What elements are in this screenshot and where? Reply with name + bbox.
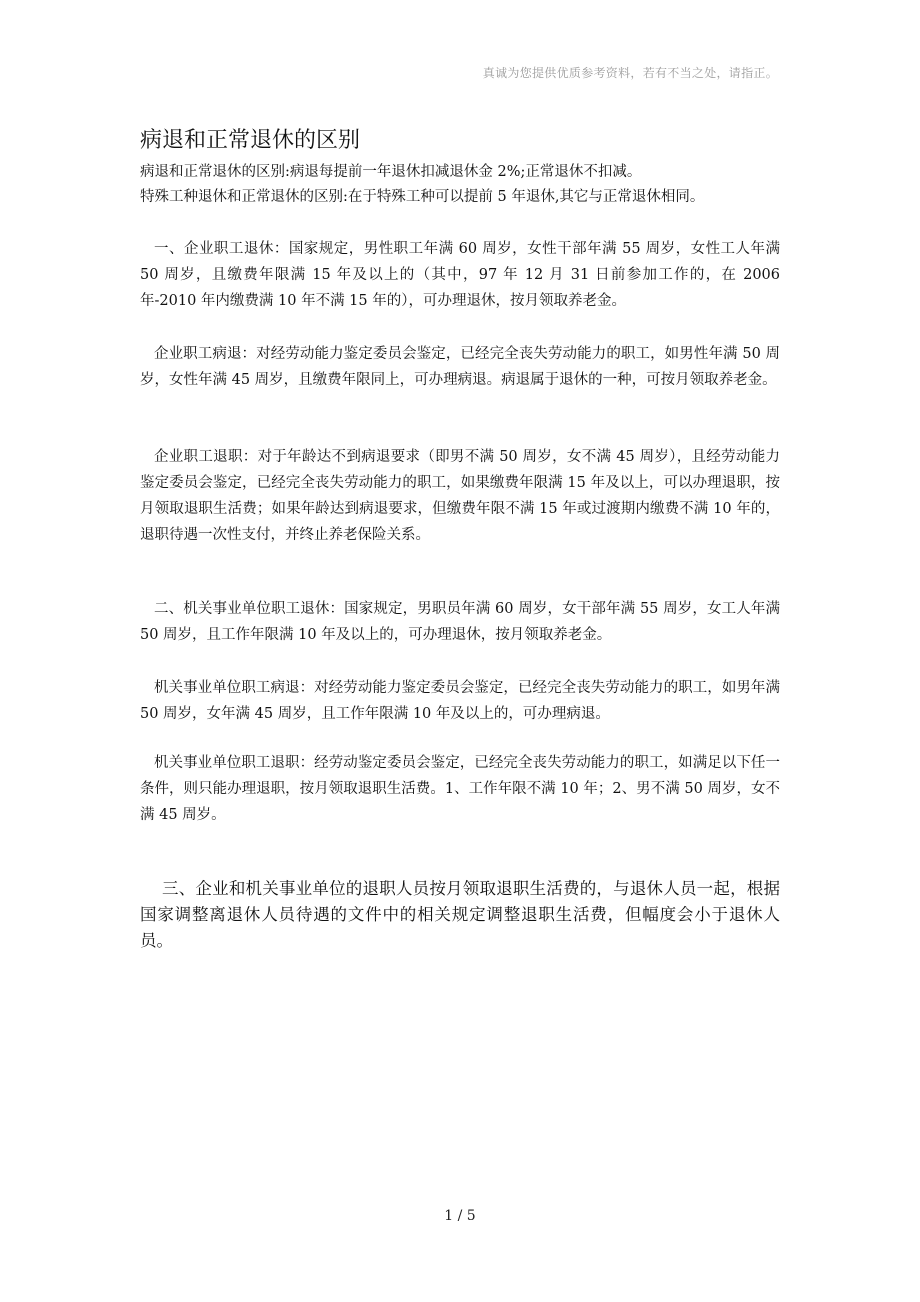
paragraph-institution-retirement: 二、机关事业单位职工退休：国家规定，男职员年满 60 周岁，女干部年满 55 周岁，女工人年满 50 周岁，且工作年限满 10 年及以上的，可办理退休，按月领取养老金。 <box>140 601 780 643</box>
paragraph-institution-resignation: 机关事业单位职工退职：经劳动鉴定委员会鉴定，已经完全丧失劳动能力的职工，如满足以下任一条件，则只能办理退职，按月领取退职生活费。1、工作年限不满 10 年；2、男不满 50 周岁，女不满 45 周岁。 <box>140 755 780 823</box>
paragraph-resignation-adjustment: 三、企业和机关事业单位的退职人员按月领取退职生活费的，与退休人员一起，根据国家调整离退休人员待遇的文件中的相关规定调整退职生活费，但幅度会小于退休人员。 <box>140 879 780 950</box>
document-title: 病退和正常退休的区别 <box>140 128 361 153</box>
paragraph-enterprise-sick-retirement: 企业职工病退：对经劳动能力鉴定委员会鉴定，已经完全丧失劳动能力的职工，如男性年满 50 周岁，女性年满 45 周岁，且缴费年限同上，可办理病退。病退属于退休的一种，可按月领取养老金。 <box>140 346 780 388</box>
intro-block <box>140 160 790 210</box>
intro-line: 特殊工种退休和正常退休的区别:在于特殊工种可以提前 5 年退休,其它与正常退休相同。 <box>140 189 705 205</box>
paragraph-enterprise-retirement: 一、企业职工退休：国家规定，男性职工年满 60 周岁，女性干部年满 55 周岁，女性工人年满 50 周岁，且缴费年限满 15 年及以上的（其中，97 年 12 月 31 日前参加工作的，在 2006 年-2010 年内缴费满 10 年不满 15 年的），可办理退休，按月领取养老金。 <box>140 241 780 309</box>
paragraph-enterprise-resignation: 企业职工退职：对于年龄达不到病退要求（即男不满 50 周岁，女不满 45 周岁），且经劳动能力鉴定委员会鉴定，已经完全丧失劳动能力的职工，如果缴费年限满 15 年及以上，可以办理退职，按月领取退职生活费；如果年龄达到病退要求，但缴费年限不满 15 年或过渡期内缴费不满 10 年的，退职待遇一次性支付，并终止养老保险关系。 <box>140 449 780 543</box>
header-note: 真诚为您提供优质参考资料，若有不当之处，请指正。 <box>482 66 778 80</box>
page-number: 1 / 5 <box>444 1208 476 1224</box>
paragraph-institution-sick-retirement: 机关事业单位职工病退：对经劳动能力鉴定委员会鉴定，已经完全丧失劳动能力的职工，如男年满 50 周岁，女年满 45 周岁，且工作年限满 10 年及以上的，可办理病退。 <box>140 680 780 722</box>
intro-line: 病退和正常退休的区别:病退每提前一年退休扣减退休金 2%;正常退休不扣减。 <box>140 164 642 180</box>
